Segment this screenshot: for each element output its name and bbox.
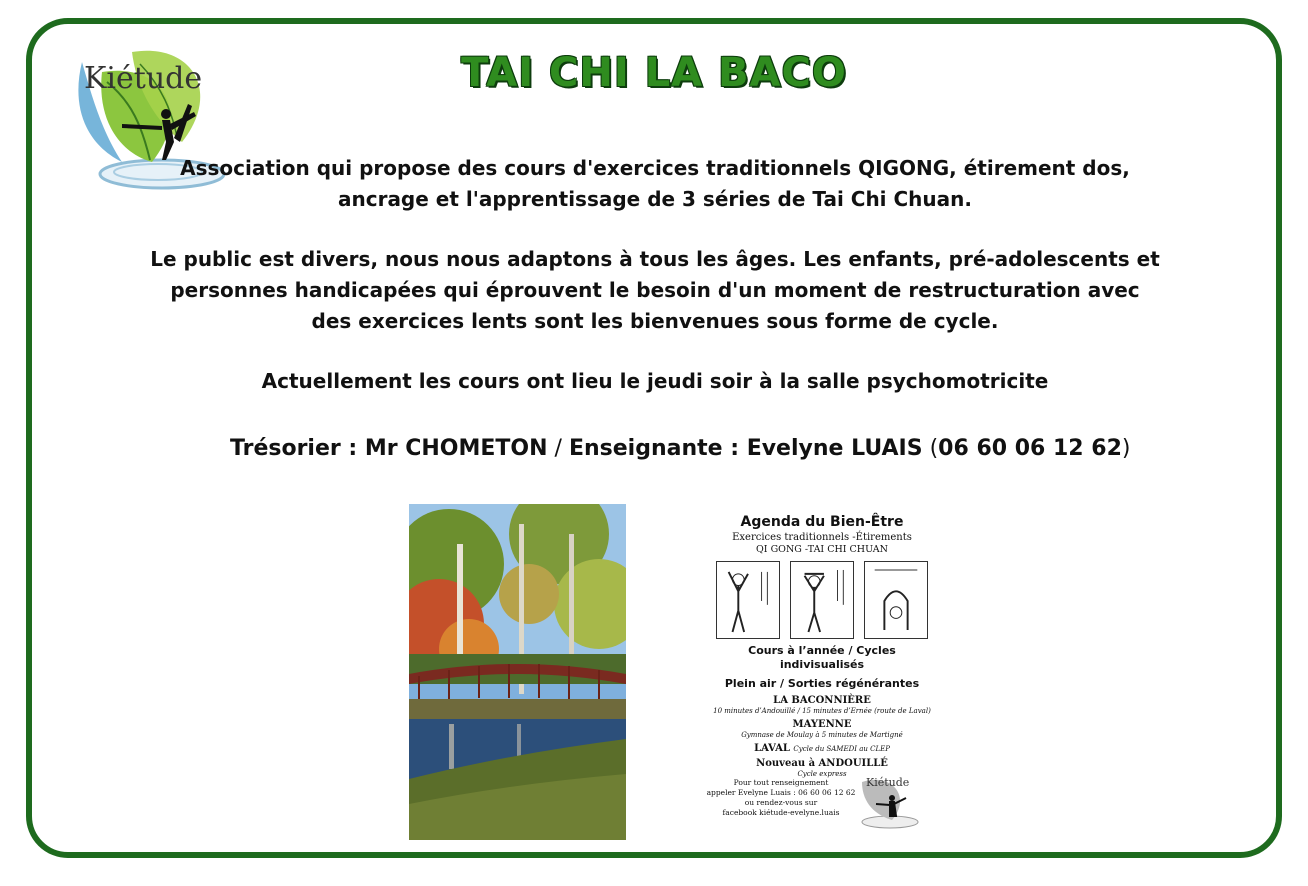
flyer-subtitle: Exercices traditionnels -Étirements bbox=[732, 532, 912, 543]
phone-close: ) bbox=[1121, 436, 1131, 461]
flyer-town-1: LA BACONNIÈRE bbox=[773, 695, 871, 706]
flyer-logo bbox=[852, 772, 922, 830]
flyer-line-1: Cours à l’année / Cycles indivisualisés bbox=[748, 644, 896, 671]
qigong-figure-1 bbox=[716, 561, 780, 639]
qigong-figure-3 bbox=[864, 561, 928, 639]
treasurer-text: Trésorier : Mr CHOMETON bbox=[230, 436, 548, 461]
flyer-contact bbox=[706, 778, 856, 818]
flyer-town-4-note: Cycle express bbox=[797, 770, 847, 778]
teacher-text: Enseignante : Evelyne LUAIS bbox=[568, 436, 923, 461]
flyer-town-2: MAYENNE bbox=[792, 719, 852, 730]
flyer-subtitle-2: QI GONG -TAI CHI CHUAN bbox=[756, 544, 888, 555]
flyer-contact-1: Pour tout renseignement bbox=[733, 778, 829, 787]
flyer-figures bbox=[706, 561, 938, 639]
flyer-town-3: LAVAL bbox=[754, 743, 790, 754]
flyer-contact-3: ou rendez-vous sur bbox=[744, 798, 818, 807]
flyer-town-2-note: Gymnase de Moulay à 5 minutes de Martigné bbox=[741, 731, 903, 739]
page-title: TAI CHI LA BACO bbox=[461, 50, 847, 96]
park-bridge-photo bbox=[409, 504, 626, 840]
separator-text: / bbox=[547, 436, 569, 461]
contact-line bbox=[230, 436, 1130, 461]
description-paragraph-1: Association qui propose des cours d'exercices traditionnels QIGONG, étirement dos, ancrage et l'apprentissage de 3 séries de Tai Chi Chuan. bbox=[180, 156, 1130, 211]
qigong-figure-2 bbox=[790, 561, 854, 639]
flyer-contact-4: facebook kiétude-evelyne.luais bbox=[722, 808, 840, 817]
phone-number: 06 60 06 12 62 bbox=[938, 436, 1122, 461]
flyer-town-3-note: Cycle du SAMEDI au CLEP bbox=[793, 745, 890, 753]
flyer-contact-2: appeler Evelyne Luais : 06 60 06 12 62 bbox=[706, 788, 856, 797]
flyer-line-2: Plein air / Sorties régénérantes bbox=[724, 677, 920, 690]
phone-open: ( bbox=[922, 436, 939, 461]
flyer-title: Agenda du Bien-Être bbox=[740, 514, 904, 530]
description-paragraph-2: Le public est divers, nous nous adaptons à tous les âges. Les enfants, pré-adolescents et personnes handicapées qui éprouvent le besoin d'un moment de restructuration avec des exercices lents sont les bienvenues sous forme de cycle. bbox=[150, 247, 1160, 333]
flyer-logo-text: Kiétude bbox=[866, 776, 910, 789]
schedule-paragraph: Actuellement les cours ont lieu le jeudi soir à la salle psychomotricite bbox=[261, 369, 1049, 393]
flyer-town-3-row bbox=[706, 743, 938, 754]
flyer-town-1-note: 10 minutes d’Andouillé / 15 minutes d’Ernée (route de Laval) bbox=[713, 707, 931, 715]
logo-text: Kiétude bbox=[84, 61, 203, 96]
wellbeing-flyer bbox=[706, 506, 938, 838]
flyer-town-4: Nouveau à ANDOUILLÉ bbox=[756, 758, 888, 769]
